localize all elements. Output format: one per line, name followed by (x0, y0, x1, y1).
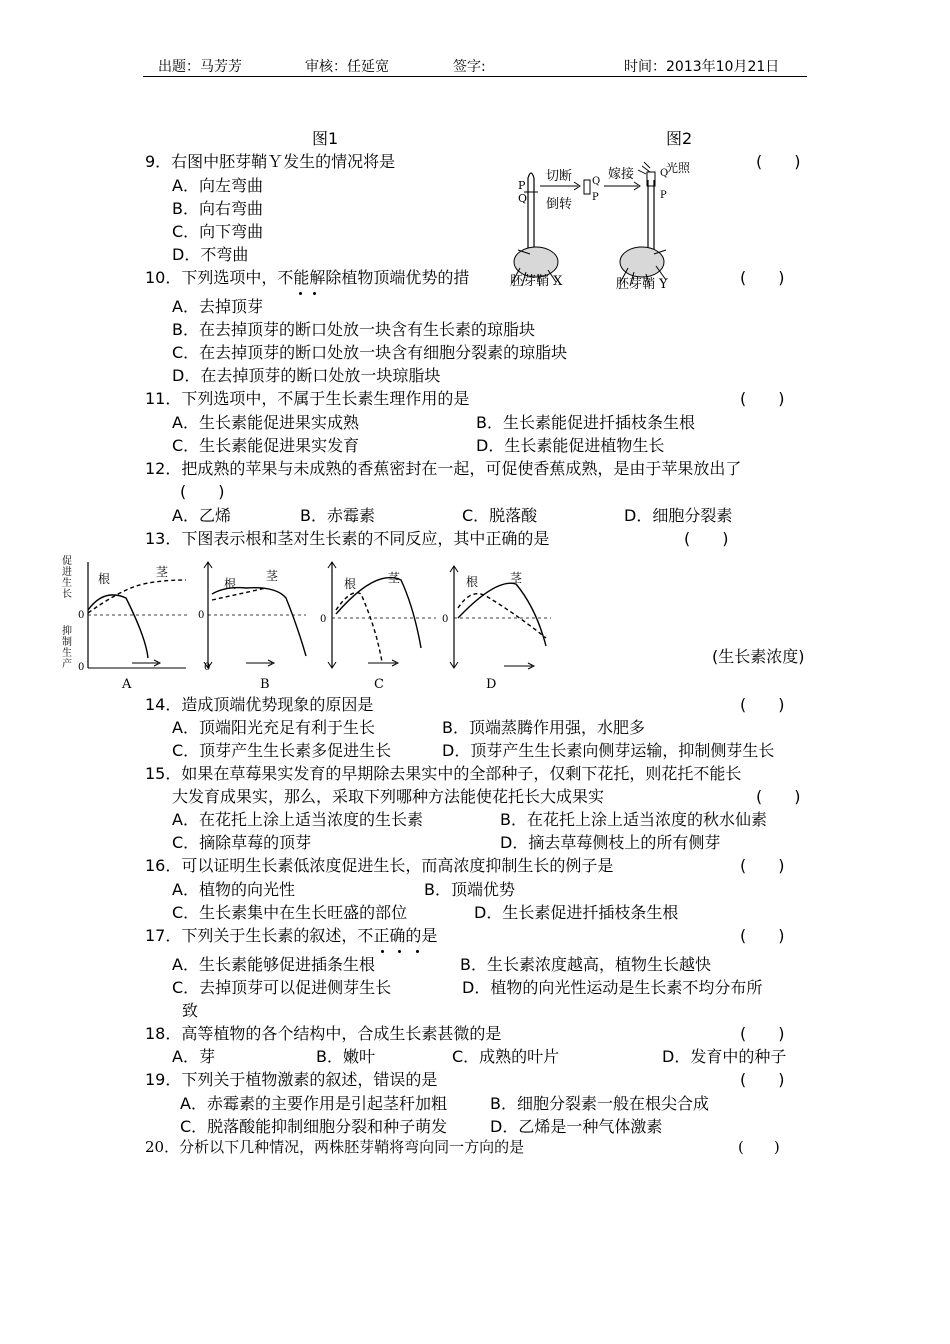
q19-option-d: D．乙烯是一种气体激素 (490, 1117, 663, 1136)
header-rule (143, 76, 807, 77)
q15-option-a: A．在花托上涂上适当浓度的生长素 (172, 810, 423, 829)
q15-bracket: ( ) (756, 787, 801, 806)
label-zero: 0 (320, 614, 327, 625)
q9-option-a: A．向左弯曲 (172, 176, 263, 195)
label-coleoptile-x: 胚芽鞘 X (510, 274, 563, 289)
label-coleoptile-y: 胚芽鞘 Y (616, 277, 668, 292)
label-p-x: P (518, 179, 526, 192)
q12-option-d: D．细胞分裂素 (624, 506, 733, 525)
label-q-mid: Q (592, 176, 601, 187)
q10-option-d: D．在去掉顶芽的断口处放一块琼脂块 (172, 366, 441, 385)
q10-bracket: ( ) (740, 268, 785, 287)
label-q-x: Q (518, 192, 528, 205)
q16-stem: 16．可以证明生长素低浓度促进生长，而高浓度抑制生长的例子是 (145, 856, 614, 875)
label-root: 根 (466, 575, 479, 589)
q13-graphs (76, 558, 556, 693)
q14-bracket: ( ) (740, 695, 785, 714)
q15-option-c: C．摘除草莓的顶芽 (172, 833, 312, 852)
q16-option-d: D．生长素促进扦插枝条生根 (474, 903, 679, 922)
label-zero: 0 (198, 610, 205, 621)
q15-stem-line2: 大发育成果实，那么，采取下列哪种方法能使花托长大成果实 (172, 787, 605, 806)
label-light: 光照 (666, 161, 691, 175)
panel-letter-d: D (486, 677, 497, 692)
q18-option-d: D．发育中的种子 (662, 1047, 787, 1066)
panel-letter-c: C (374, 677, 384, 692)
label-p-y: P (660, 190, 667, 201)
q17-option-c: C．去掉顶芽可以促进侧芽生长 (172, 978, 392, 997)
q13-xaxis-note: (生长素浓度) (712, 647, 805, 666)
q17-option-b: B．生长素浓度越高，植物生长越快 (460, 955, 711, 974)
q9-option-d: D．不弯曲 (172, 245, 249, 264)
q18-option-b: B．嫩叶 (316, 1047, 375, 1066)
q9-option-b: B．向右弯曲 (172, 199, 263, 218)
q19-option-c: C．脱落酸能抑制细胞分裂和种子萌发 (180, 1117, 448, 1136)
q20-bracket: ( ) (738, 1138, 780, 1156)
q19-bracket: ( ) (740, 1070, 785, 1089)
figure-caption-2: 图2 (666, 129, 693, 148)
label-q-y: Q (660, 168, 669, 179)
q11-option-a: A．生长素能促进果实成熟 (172, 413, 359, 432)
q10-stem: 10．下列选项中，不能解除植物顶端优势的措 (145, 268, 470, 287)
label-stem: 茎 (156, 565, 169, 579)
header-date: 时间：2013年10月21日 (624, 59, 780, 75)
q15-option-d: D．摘去草莓侧枝上的所有侧芽 (500, 833, 721, 852)
header-reviewer: 审核：任延宽 (305, 59, 389, 75)
q11-stem: 11．下列选项中，不属于生长素生理作用的是 (145, 389, 470, 408)
q20-stem: 20．分析以下几种情况，两株胚芽鞘将弯向同一方向的是 (145, 1138, 525, 1156)
panel-letter-a: A (122, 677, 132, 692)
q11-option-c: C．生长素能促进果实发育 (172, 436, 360, 455)
q12-option-c: C．脱落酸 (462, 506, 538, 525)
curve-root (336, 593, 382, 662)
q15-stem-line1: 15．如果在草莓果实发育的早期除去果实中的全部种子，仅剩下花托，则花托不能长 (145, 764, 742, 783)
label-zero: 0 (442, 614, 449, 625)
q9-option-c: C．向下弯曲 (172, 222, 264, 241)
graph-panel-b (204, 562, 306, 668)
q13-stem: 13．下图表示根和茎对生长素的不同反应，其中正确的是 (145, 529, 550, 548)
q13-ylabel-promote: 促进生长 (62, 556, 72, 600)
q9-stem: 9．右图中胚芽鞘Ｙ发生的情况将是 (145, 152, 396, 171)
q17-bracket: ( ) (740, 926, 785, 945)
emphasis-dot (313, 292, 316, 295)
q14-option-d: D．顶芽产生生长素向侧芽运输，抑制侧芽生长 (442, 741, 775, 760)
label-root: 根 (224, 577, 237, 591)
label-root: 根 (344, 577, 357, 591)
q17-option-a: A．生长素能够促进插条生根 (172, 955, 375, 974)
panel-letter-b: B (260, 677, 270, 692)
q10-option-c: C．在去掉顶芽的断口处放一块含有细胞分裂素的琼脂块 (172, 343, 568, 362)
label-stem: 茎 (510, 571, 523, 585)
q9-bracket: ( ) (756, 152, 801, 171)
emphasis-dot (299, 292, 302, 295)
q14-option-b: B．顶端蒸腾作用强，水肥多 (442, 718, 645, 737)
q10-option-b: B．在去掉顶芽的断口处放一块含有生长素的琼脂块 (172, 320, 535, 339)
q18-bracket: ( ) (740, 1024, 785, 1043)
q15-option-b: B．在花托上涂上适当浓度的秋水仙素 (500, 810, 767, 829)
q19-option-a: A．赤霉素的主要作用是引起茎秆加粗 (180, 1094, 447, 1113)
q16-option-b: B．顶端优势 (424, 880, 515, 899)
label-zero: 0 (78, 662, 85, 673)
emphasis-dot (398, 950, 401, 953)
label-p-mid: P (592, 192, 599, 203)
q18-option-c: C．成熟的叶片 (452, 1047, 560, 1066)
curve-root (458, 594, 546, 638)
q12-option-b: B．赤霉素 (300, 506, 375, 525)
label-graft: 嫁接 (608, 167, 635, 182)
q14-option-c: C．顶芽产生生长素多促进生长 (172, 741, 392, 760)
q19-option-b: B．细胞分裂素一般在根尖合成 (490, 1094, 709, 1113)
emphasis-dot (381, 950, 384, 953)
q17-option-d: D．植物的向光性运动是生长素不均分布所 (462, 978, 763, 997)
q17-stem: 17．下列关于生长素的叙述，不正确的是 (145, 926, 438, 945)
q18-stem: 18．高等植物的各个结构中，合成生长素甚微的是 (145, 1024, 502, 1043)
q17-option-d-cont: 致 (182, 1001, 199, 1020)
label-zero: 0 (204, 662, 211, 673)
q16-bracket: ( ) (740, 856, 785, 875)
q16-option-c: C．生长素集中在生长旺盛的部位 (172, 903, 408, 922)
q12-option-a: A．乙烯 (172, 506, 231, 525)
q13-bracket: ( ) (684, 529, 729, 548)
q11-option-d: D．生长素能促进植物生长 (476, 436, 665, 455)
q16-option-a: A．植物的向光性 (172, 880, 295, 899)
q10-option-a: A．去掉顶芽 (172, 297, 263, 316)
q14-option-a: A．顶端阳光充足有利于生长 (172, 718, 375, 737)
label-zero: 0 (78, 610, 85, 621)
label-invert: 倒转 (546, 197, 573, 212)
q12-bracket: ( ) (180, 482, 225, 501)
figure-caption-1: 图1 (312, 129, 339, 148)
q19-stem: 19．下列关于植物激素的叙述，错误的是 (145, 1070, 438, 1089)
q11-bracket: ( ) (740, 389, 785, 408)
curve-root (212, 588, 306, 656)
emphasis-dot (416, 950, 419, 953)
q11-option-b: B．生长素能促进扦插枝条生根 (476, 413, 695, 432)
label-stem: 茎 (266, 569, 279, 583)
header-author: 出题：马芳芳 (158, 59, 242, 75)
curve-root (88, 595, 148, 658)
q14-stem: 14．造成顶端优势现象的原因是 (145, 695, 374, 714)
q12-stem: 12．把成熟的苹果与未成熟的香蕉密封在一起，可促使香蕉成熟，是由于苹果放出了 (145, 459, 742, 478)
curve-stem (458, 583, 546, 646)
q18-option-a: A．芽 (172, 1047, 215, 1066)
label-stem: 茎 (388, 571, 401, 585)
q13-ylabel-inhibit: 抑制生产 (62, 626, 72, 670)
header-sign: 签字: (453, 59, 486, 75)
label-cut: 切断 (546, 169, 573, 184)
label-root: 根 (98, 572, 111, 586)
